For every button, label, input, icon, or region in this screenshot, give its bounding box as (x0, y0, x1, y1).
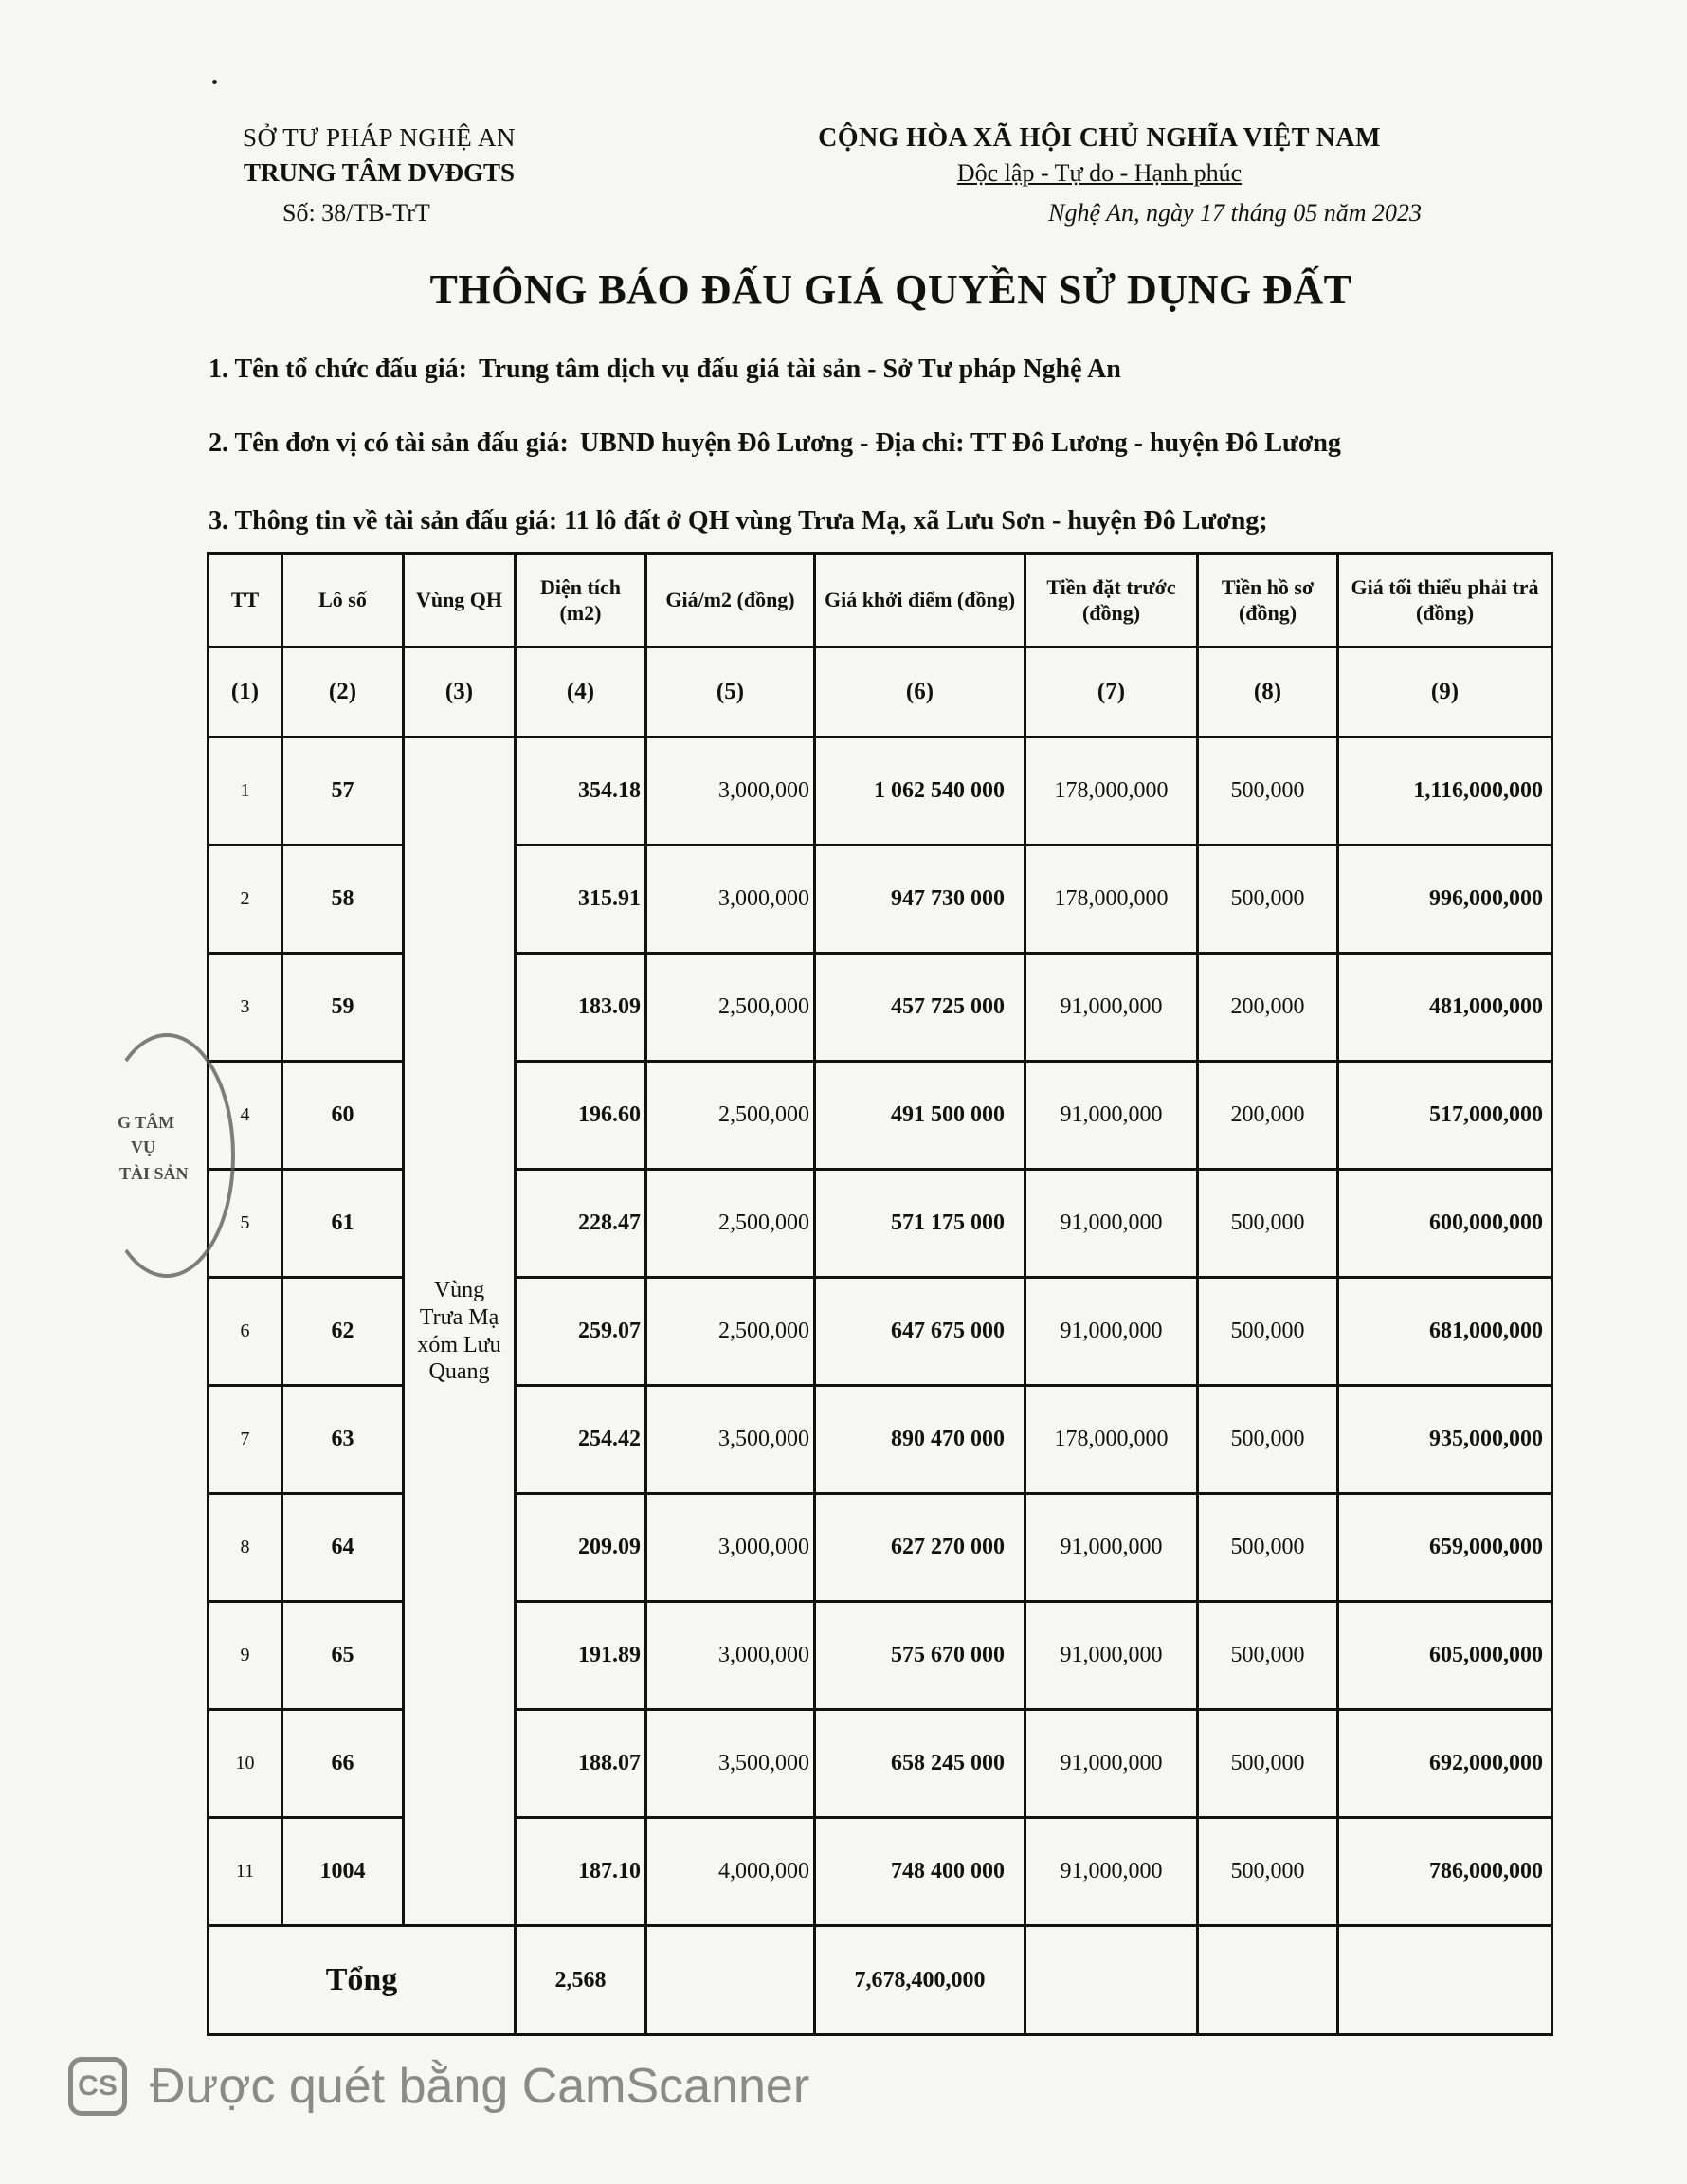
national-title: CỘNG HÒA XÃ HỘI CHỦ NGHĨA VIỆT NAM (818, 123, 1381, 153)
lot-area: 196.60 (516, 1062, 646, 1170)
document-fee: 500,000 (1198, 1710, 1338, 1818)
minimum-price: 659,000,000 (1338, 1494, 1552, 1602)
unit-price: 3,000,000 (646, 846, 815, 954)
lot-area: 315.91 (516, 846, 646, 954)
header-cell: Giá tối thiểu phải trả (đồng) (1338, 554, 1552, 647)
document-fee: 500,000 (1198, 737, 1338, 846)
unit-price: 3,500,000 (646, 1710, 815, 1818)
camscanner-icon: CS (68, 2057, 127, 2116)
deposit-amount: 91,000,000 (1025, 1170, 1198, 1278)
column-number: (9) (1338, 647, 1552, 737)
lot-area: 254.42 (516, 1386, 646, 1494)
starting-price: 748 400 000 (815, 1818, 1025, 1926)
column-number-row (209, 647, 1552, 737)
lot-number: 1004 (282, 1818, 404, 1926)
seal-text: TÀI SẢN (119, 1164, 189, 1183)
info-item-2 (209, 428, 1341, 459)
header-cell: Tiền đặt trước (đồng) (1025, 554, 1198, 647)
lot-area: 188.07 (516, 1710, 646, 1818)
lot-area: 187.10 (516, 1818, 646, 1926)
total-start-price: 7,678,400,000 (815, 1926, 1025, 2035)
unit-price: 2,500,000 (646, 1170, 815, 1278)
minimum-price: 996,000,000 (1338, 846, 1552, 954)
lot-tt: 4 (209, 1062, 282, 1170)
starting-price: 627 270 000 (815, 1494, 1025, 1602)
starting-price: 491 500 000 (815, 1062, 1025, 1170)
unit-price: 2,500,000 (646, 1278, 815, 1386)
header-cell: TT (209, 554, 282, 647)
lot-number: 64 (282, 1494, 404, 1602)
lot-number: 57 (282, 737, 404, 846)
lot-area: 354.18 (516, 737, 646, 846)
speck (212, 80, 217, 84)
lot-area: 191.89 (516, 1602, 646, 1710)
lot-tt: 6 (209, 1278, 282, 1386)
starting-price: 1 062 540 000 (815, 737, 1025, 846)
deposit-amount: 91,000,000 (1025, 1710, 1198, 1818)
watermark-text: Được quét bằng CamScanner (150, 2059, 810, 2114)
deposit-amount: 91,000,000 (1025, 1602, 1198, 1710)
document-fee: 500,000 (1198, 1494, 1338, 1602)
lot-tt: 2 (209, 846, 282, 954)
lot-number: 62 (282, 1278, 404, 1386)
total-area: 2,568 (516, 1926, 646, 2035)
starting-price: 890 470 000 (815, 1386, 1025, 1494)
lot-number: 63 (282, 1386, 404, 1494)
unit-price: 3,000,000 (646, 1494, 815, 1602)
deposit-amount: 178,000,000 (1025, 737, 1198, 846)
minimum-price: 935,000,000 (1338, 1386, 1552, 1494)
column-number: (6) (815, 647, 1025, 737)
info-label: 3. Thông tin về tài sản đấu giá: 11 lô đất ở QH vùng Trưa Mạ, xã Lưu Sơn - huyện Đô Lương; (209, 506, 1268, 536)
starting-price: 575 670 000 (815, 1602, 1025, 1710)
agency-name: SỞ TƯ PHÁP NGHỆ AN (243, 123, 516, 152)
info-item-1 (209, 355, 1121, 385)
unit-price: 2,500,000 (646, 954, 815, 1062)
total-empty (646, 1926, 815, 2035)
document-title: THÔNG BÁO ĐẤU GIÁ QUYỀN SỬ DỤNG ĐẤT (429, 266, 1352, 313)
table-header-row (209, 554, 1552, 647)
document-number: Số: 38/TB-TrT (282, 199, 430, 227)
starting-price: 647 675 000 (815, 1278, 1025, 1386)
lot-number: 61 (282, 1170, 404, 1278)
official-seal (99, 1033, 235, 1278)
header-cell: Giá khởi điểm (đồng) (815, 554, 1025, 647)
info-value: UBND huyện Đô Lương - Địa chỉ: TT Đô Lương - huyện Đô Lương (579, 428, 1341, 458)
column-number: (3) (404, 647, 516, 737)
column-number: (2) (282, 647, 404, 737)
header-cell: Tiền hồ sơ (đồng) (1198, 554, 1338, 647)
deposit-amount: 91,000,000 (1025, 1494, 1198, 1602)
total-row (209, 1926, 1552, 2035)
lot-number: 58 (282, 846, 404, 954)
document-fee: 500,000 (1198, 1602, 1338, 1710)
info-value: Trung tâm dịch vụ đấu giá tài sản - Sở Tư pháp Nghệ An (478, 355, 1121, 384)
lot-area: 183.09 (516, 954, 646, 1062)
unit-price: 3,000,000 (646, 1602, 815, 1710)
starting-price: 947 730 000 (815, 846, 1025, 954)
table-row (209, 737, 1552, 846)
deposit-amount: 91,000,000 (1025, 1818, 1198, 1926)
lot-tt: 11 (209, 1818, 282, 1926)
total-empty (1025, 1926, 1198, 2035)
lot-number: 59 (282, 954, 404, 1062)
document-fee: 500,000 (1198, 1170, 1338, 1278)
document-fee: 200,000 (1198, 954, 1338, 1062)
total-label: Tổng (209, 1926, 516, 2035)
minimum-price: 481,000,000 (1338, 954, 1552, 1062)
document-fee: 500,000 (1198, 1278, 1338, 1386)
lot-tt: 3 (209, 954, 282, 1062)
total-empty (1198, 1926, 1338, 2035)
seal-text: VỤ (131, 1138, 155, 1156)
deposit-amount: 178,000,000 (1025, 1386, 1198, 1494)
minimum-price: 786,000,000 (1338, 1818, 1552, 1926)
unit-price: 3,000,000 (646, 737, 815, 846)
lot-tt: 8 (209, 1494, 282, 1602)
header-cell: Diện tích (m2) (516, 554, 646, 647)
lot-number: 66 (282, 1710, 404, 1818)
header-cell: Vùng QH (404, 554, 516, 647)
column-number: (7) (1025, 647, 1198, 737)
planning-region: Vùng Trưa Mạ xóm Lưu Quang (404, 737, 516, 1926)
document-fee: 500,000 (1198, 1386, 1338, 1494)
document-fee: 500,000 (1198, 1818, 1338, 1926)
minimum-price: 692,000,000 (1338, 1710, 1552, 1818)
minimum-price: 517,000,000 (1338, 1062, 1552, 1170)
column-number: (4) (516, 647, 646, 737)
lot-area: 259.07 (516, 1278, 646, 1386)
unit-price: 2,500,000 (646, 1062, 815, 1170)
info-label: 1. Tên tổ chức đấu giá: (209, 355, 467, 384)
starting-price: 658 245 000 (815, 1710, 1025, 1818)
lot-tt: 9 (209, 1602, 282, 1710)
lot-tt: 5 (209, 1170, 282, 1278)
header-right (720, 123, 1478, 228)
header-left (171, 123, 588, 228)
starting-price: 457 725 000 (815, 954, 1025, 1062)
lot-area: 228.47 (516, 1170, 646, 1278)
unit-price: 3,500,000 (646, 1386, 815, 1494)
minimum-price: 681,000,000 (1338, 1278, 1552, 1386)
lot-area: 209.09 (516, 1494, 646, 1602)
seal-text: G TÂM (118, 1113, 175, 1132)
center-name: TRUNG TÂM DVĐGTS (243, 158, 516, 187)
unit-price: 4,000,000 (646, 1818, 815, 1926)
header-cell: Giá/m2 (đồng) (646, 554, 815, 647)
starting-price: 571 175 000 (815, 1170, 1025, 1278)
lot-number: 60 (282, 1062, 404, 1170)
deposit-amount: 91,000,000 (1025, 1278, 1198, 1386)
lot-number: 65 (282, 1602, 404, 1710)
national-motto: Độc lập - Tự do - Hạnh phúc (956, 159, 1243, 187)
column-number: (8) (1198, 647, 1338, 737)
camscanner-watermark (68, 2051, 809, 2121)
minimum-price: 605,000,000 (1338, 1602, 1552, 1710)
deposit-amount: 91,000,000 (1025, 1062, 1198, 1170)
lot-tt: 1 (209, 737, 282, 846)
document-fee: 500,000 (1198, 846, 1338, 954)
minimum-price: 1,116,000,000 (1338, 737, 1552, 846)
auction-table (207, 552, 1553, 2036)
info-label: 2. Tên đơn vị có tài sản đấu giá: (209, 428, 569, 458)
document-fee: 200,000 (1198, 1062, 1338, 1170)
document-date: Nghệ An, ngày 17 tháng 05 năm 2023 (1048, 199, 1422, 227)
column-number: (5) (646, 647, 815, 737)
lot-tt: 10 (209, 1710, 282, 1818)
info-item-3 (209, 506, 1268, 537)
deposit-amount: 91,000,000 (1025, 954, 1198, 1062)
deposit-amount: 178,000,000 (1025, 846, 1198, 954)
lot-tt: 7 (209, 1386, 282, 1494)
minimum-price: 600,000,000 (1338, 1170, 1552, 1278)
header-cell: Lô số (282, 554, 404, 647)
column-number: (1) (209, 647, 282, 737)
total-empty (1338, 1926, 1552, 2035)
